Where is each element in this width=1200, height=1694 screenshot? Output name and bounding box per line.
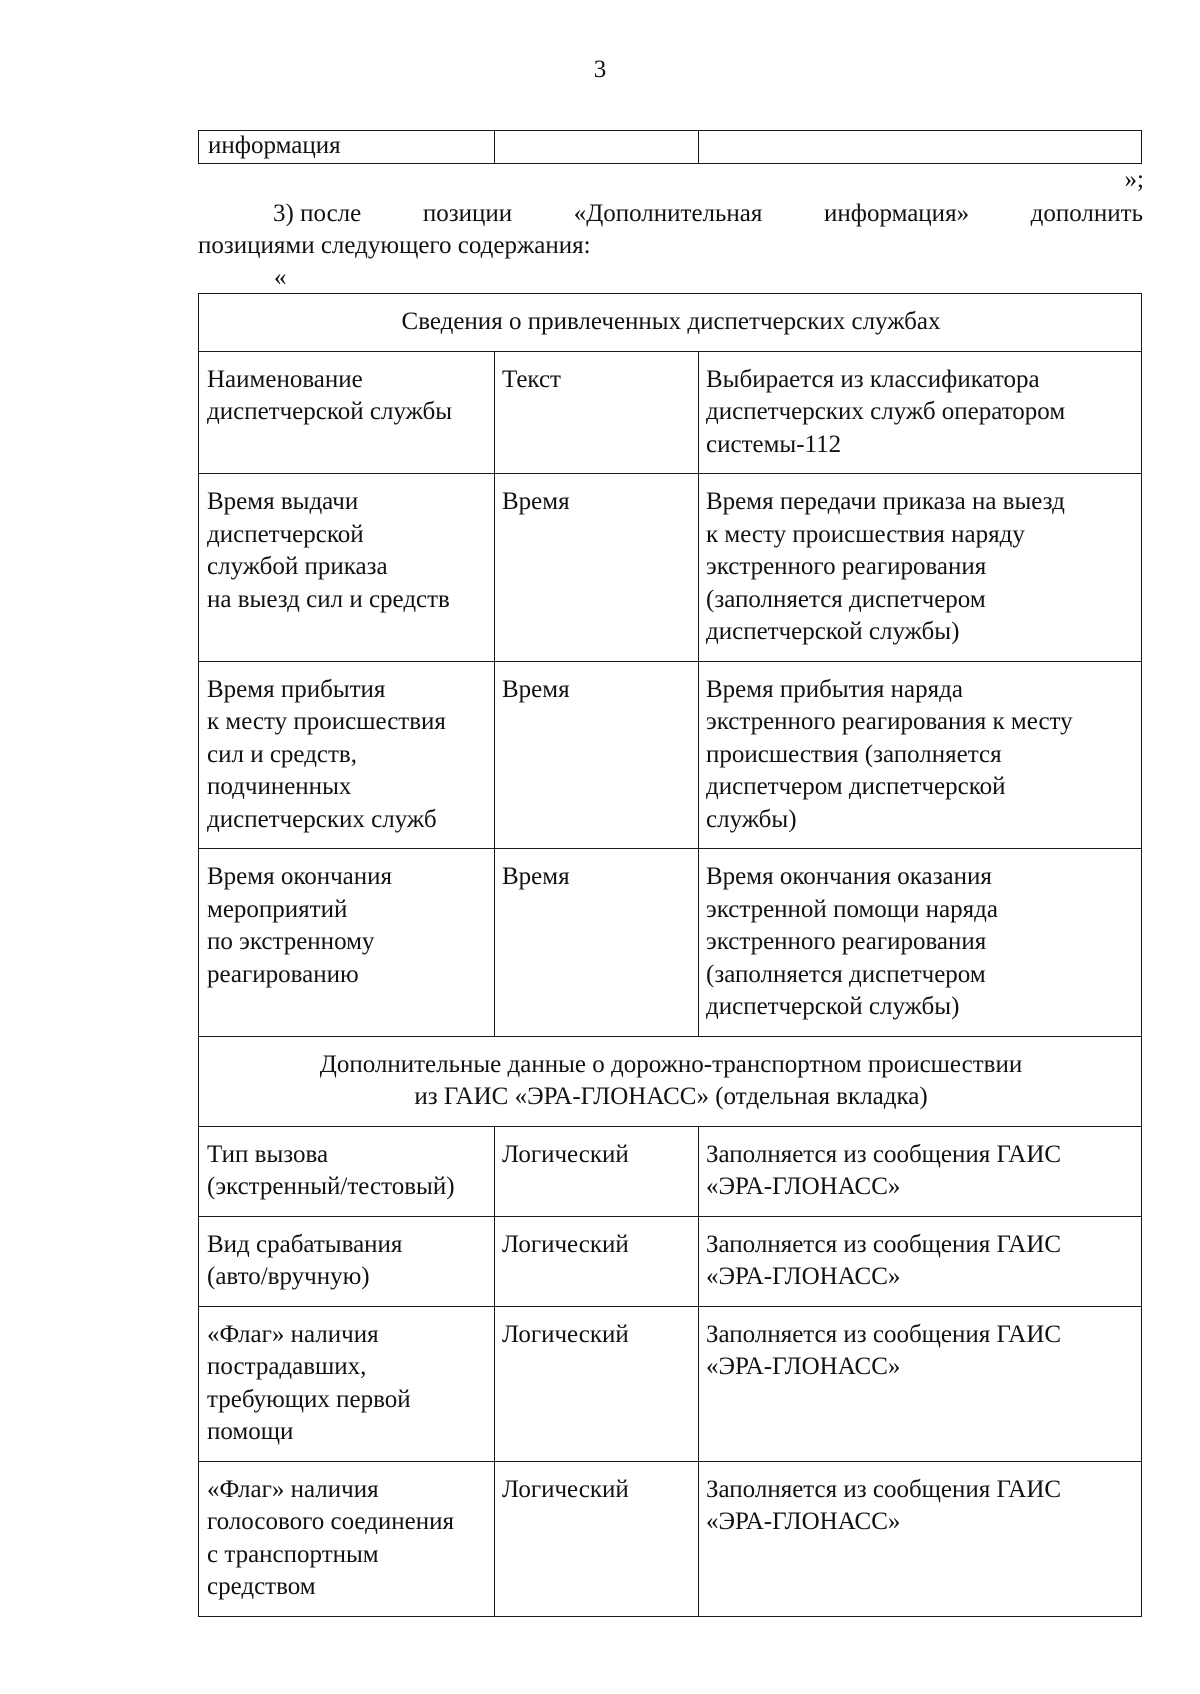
section-header-row [199,1036,1142,1126]
paragraph-word: 3) после [273,200,362,227]
cell-line: (заполняется диспетчером [706,585,986,613]
field-type-cell: Логический [495,1306,699,1461]
table-row [199,1216,1142,1306]
continued-table-fragment [198,130,1142,164]
cell-line: «ЭРА-ГЛОНАСС» [706,1263,901,1290]
field-type-cell: Время [495,474,699,662]
paragraph-word: дополнить [1030,200,1143,227]
cell-line: (заполняется диспетчером [706,960,986,988]
cell-line: Время прибытия наряда [706,675,963,703]
cell-line: Дополнительные данные о дорожно-транспортном происшествии [319,1050,1023,1078]
cell-line: «ЭРА-ГЛОНАСС» [706,1353,901,1380]
cell-line: «ЭРА-ГЛОНАСС» [706,1173,901,1200]
field-description-cell [699,1461,1142,1616]
cell-line: Наименование [207,365,363,393]
paragraph-word: «Дополнительная [573,200,763,227]
field-description-cell [699,474,1142,662]
opening-quote: « [274,264,287,291]
field-name-cell [199,1306,495,1461]
cell-line: помощи [207,1418,294,1445]
table-row [199,1306,1142,1461]
paragraph-line-1 [198,198,1143,230]
cell-line: на выезд сил и средств [207,585,450,613]
table-row [199,849,1142,1037]
cell-line: диспетчерской [207,520,364,548]
table-cell-description [699,131,1142,164]
field-description-cell [699,661,1142,849]
cell-line: Время окончания оказания [706,863,992,890]
field-description-cell [699,1306,1142,1461]
cell-line: мероприятий [207,895,348,923]
field-description-cell [699,1126,1142,1216]
cell-line: к месту происшествия [207,708,446,735]
field-name-cell [199,849,495,1037]
cell-line: требующих первой [207,1385,411,1413]
table-row [199,1461,1142,1616]
cell-line: голосового соединения [207,1508,455,1535]
cell-line: диспетчерских служб [207,805,437,833]
cell-line: реагированию [207,960,359,988]
cell-line: Время выдачи [207,488,359,515]
field-description-cell [699,1216,1142,1306]
field-name-cell [199,661,495,849]
cell-line: с транспортным [207,1540,379,1568]
cell-line: экстренного реагирования к месту [706,708,1073,735]
field-type-cell: Текст [495,351,699,474]
cell-line: происшествия (заполняется [706,740,1002,768]
amendment-paragraph [198,198,1143,262]
cell-line: «Флаг» наличия [207,1320,379,1348]
cell-line: системы-112 [706,430,842,458]
field-name-cell [199,1126,495,1216]
table-row [199,661,1142,849]
cell-line: Время окончания [207,863,393,890]
cell-line: Время передачи приказа на выезд [706,488,1065,515]
cell-line: Вид срабатывания [207,1230,403,1258]
cell-line: Тип вызова [207,1140,329,1168]
cell-line: Заполняется из сообщения ГАИС [706,1140,1062,1168]
cell-line: пострадавших, [207,1353,367,1380]
positions-table [198,293,1142,1617]
page-number: 3 [593,56,607,83]
paragraph-line-2: позициями следующего содержания: [198,232,591,259]
cell-line: диспетчерской службы) [706,618,960,645]
field-name-cell [199,1216,495,1306]
cell-line: (экстренный/тестовый) [207,1173,455,1200]
field-type-cell: Логический [495,1216,699,1306]
field-description-cell [699,351,1142,474]
cell-line: Время прибытия [207,675,386,703]
cell-line: экстренного реагирования [706,553,987,580]
cell-line: диспетчерских служб оператором [706,398,1066,425]
cell-line: диспетчером диспетчерской [706,773,1006,800]
paragraph-word: позиции [422,200,513,227]
cell-line: службой приказа [207,553,388,580]
cell-line: средством [207,1573,316,1600]
field-name-cell [199,351,495,474]
closing-quote: »; [1124,166,1144,193]
table-row [199,474,1142,662]
cell-line: службы) [706,805,797,833]
cell-line: сил и средств, [207,740,357,768]
cell-line: к месту происшествия наряду [706,520,1025,548]
cell-line: подчиненных [207,773,352,800]
table-cell-name: информация [199,131,495,164]
field-name-cell [199,1461,495,1616]
field-name-cell [199,474,495,662]
cell-line: диспетчерской службы) [706,993,960,1020]
table-cell-type [495,131,699,164]
cell-line: экстренного реагирования [706,928,987,955]
cell-line: из ГАИС «ЭРА-ГЛОНАСС» (отдельная вкладка) [414,1083,928,1110]
section-header-dispatch-services: Сведения о привлеченных диспетчерских службах [199,294,1142,352]
cell-line: Выбирается из классификатора [706,365,1040,393]
cell-line: экстренной помощи наряда [706,895,998,923]
field-type-cell: Время [495,661,699,849]
cell-line: по экстренному [207,928,375,955]
field-description-cell [699,849,1142,1037]
cell-line: (авто/вручную) [207,1263,370,1290]
cell-line: Заполняется из сообщения ГАИС [706,1475,1062,1503]
table-row [199,1126,1142,1216]
cell-line: Заполняется из сообщения ГАИС [706,1320,1062,1348]
field-type-cell: Логический [495,1126,699,1216]
section-header-row [199,294,1142,352]
cell-line: диспетчерской службы [207,398,453,425]
cell-line: «Флаг» наличия [207,1475,379,1503]
section-header-era-glonass [199,1036,1142,1126]
cell-line: Заполняется из сообщения ГАИС [706,1230,1062,1258]
field-type-cell: Логический [495,1461,699,1616]
paragraph-word: информация» [823,200,970,227]
field-type-cell: Время [495,849,699,1037]
table-row [199,351,1142,474]
table-row [199,131,1142,164]
cell-line: «ЭРА-ГЛОНАСС» [706,1508,901,1535]
